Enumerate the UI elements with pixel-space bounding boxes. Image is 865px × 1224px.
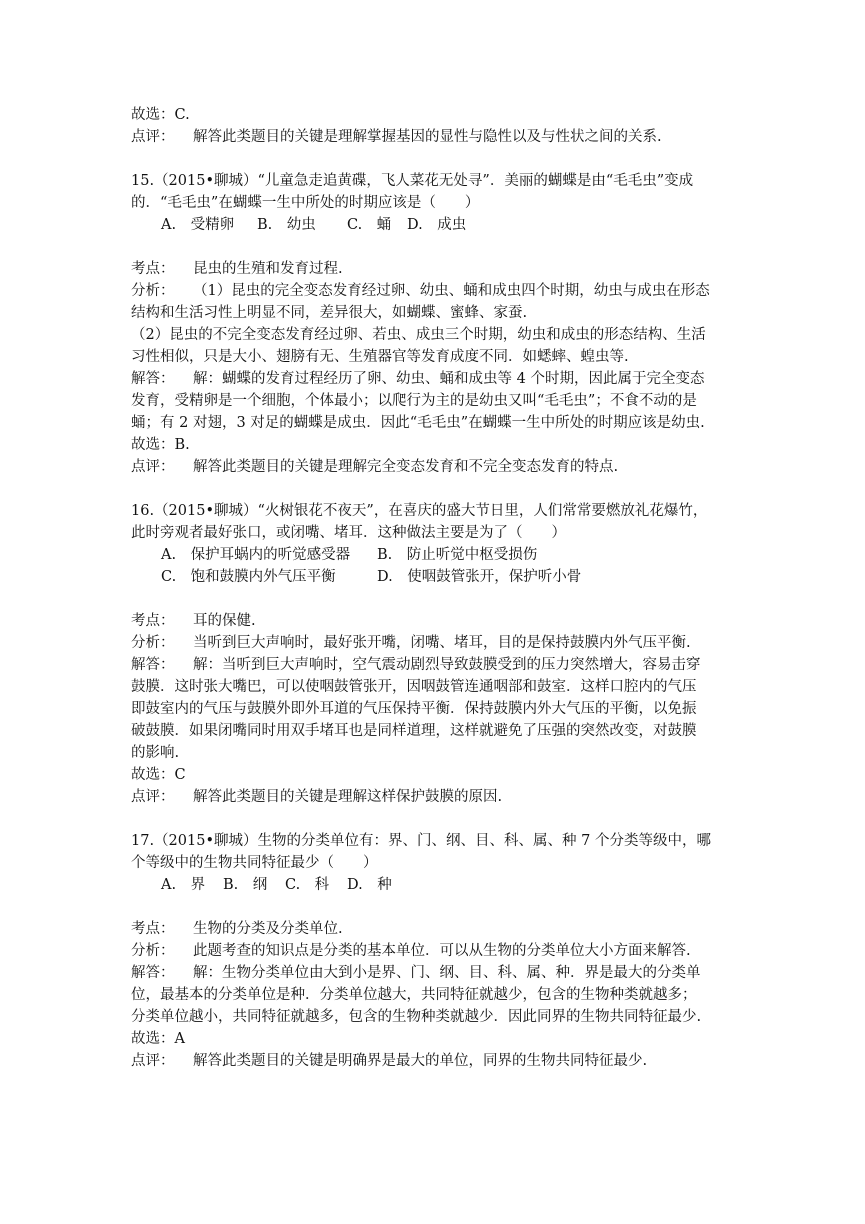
option-d: D. 种 [347,877,392,893]
jieda-cont: 蛹；有 2 对翅，3 对足的蝴蝶是成虫．因此“毛毛虫”在蝴蝶一生中所处的时期应该是幼虫. [131,415,705,431]
answer-line: 故选：C [131,767,186,783]
kaodian-line: 考点： 耳的保健. [131,613,256,629]
jieda-cont: 分类单位越小，共同特征就越多，包含的生物种类就越少．因此同界的生物共同特征最少. [131,1009,702,1025]
option-b: B. 纲 [223,877,268,893]
fenxi-cont: 结构和生活习性上明显不同，差异很大，如蝴蝶、蜜蜂、家蚕. [131,305,528,321]
jieda-cont: 即鼓室内的气压与鼓膜外即外耳道的气压保持平衡．保持鼓膜内外大气压的平衡，以免振 [131,701,697,717]
option-c: C. 科 [285,877,330,893]
jieda-cont: 破鼓膜．如果闭嘴同时用双手堵耳也是同样道理，这样就避免了压强的突然改变，对鼓膜 [131,723,697,739]
jieda-cont: 的影响. [131,745,180,761]
option-d: D. 成虫 [407,217,467,233]
answer-line: 故选：B. [131,437,190,453]
question-15-options [131,214,741,236]
option-a: A. 界 [161,877,206,893]
document-page [131,104,741,1072]
jieda-cont: 鼓膜．这时张大嘴巴，可以使咽鼓管张开，因咽鼓管连通咽部和鼓室．这样口腔内的气压 [131,679,697,695]
question-17-options [131,874,741,896]
question-15-stem-cont: 的．“毛毛虫”在蝴蝶一生中所处的时期应该是（ ） [131,195,480,211]
question-16-options-row1 [131,544,741,566]
question-17-stem: 17.（2015•聊城）生物的分类单位有：界、门、纲、目、科、属、种 7 个分类等级中，哪 [131,833,711,849]
kaodian-line: 考点： 昆虫的生殖和发育过程. [131,261,343,277]
option-c: C. 蛹 [347,217,392,233]
jieda-line: 解答： 解：生物分类单位由大到小是界、门、纲、目、科、属、种．界是最大的分类单 [131,965,701,981]
option-b: B. 幼虫 [257,217,316,233]
jieda-line: 解答： 解：蝴蝶的发育过程经历了卵、幼虫、蛹和成虫等 4 个时期，因此属于完全变态 [131,371,705,387]
comment-line: 点评： 解答此类题目的关键是理解完全变态发育和不完全变态发育的特点. [131,459,619,475]
comment-line: 点评： 解答此类题目的关键是理解这样保护鼓膜的原因. [131,789,503,805]
option-d: D. 使咽鼓管张开，保护听小骨 [377,569,582,585]
fenxi-line: 分析： 此题考查的知识点是分类的基本单位．可以从生物的分类单位大小方面来解答. [131,943,691,959]
jieda-cont: 位，最基本的分类单位是种．分类单位越大，共同特征就越少，包含的生物种类就越多； [131,987,697,1003]
option-a: A. 受精卵 [161,217,235,233]
fenxi-cont: 习性相似，只是大小、翅膀有无、生殖器官等发育成度不同．如蟋蟀、蝗虫等. [131,349,629,365]
question-17-stem-cont: 个等级中的生物共同特征最少（ ） [131,855,378,871]
jieda-line: 解答： 解：当听到巨大声响时，空气震动剧烈导致鼓膜受到的压力突然增大，容易击穿 [131,657,701,673]
question-16-stem: 16.（2015•聊城）“火树银花不夜天”，在喜庆的盛大节日里，人们常常要燃放礼花爆竹， [131,503,708,519]
fenxi-line: 分析： 当听到巨大声响时，最好张开嘴，闭嘴、堵耳，目的是保持鼓膜内外气压平衡. [131,635,691,651]
option-b: B. 防止听觉中枢受损伤 [377,547,538,563]
comment-line: 点评： 解答此类题目的关键是明确界是最大的单位，同界的生物共同特征最少. [131,1053,648,1069]
question-16-stem-cont: 此时旁观者最好张口，或闭嘴、堵耳．这种做法主要是为了（ ） [131,525,566,541]
fenxi-cont: （2）昆虫的不完全变态发育经过卵、若虫、成虫三个时期，幼虫和成虫的形态结构、生活 [131,327,706,343]
fenxi-line: 分析： （1）昆虫的完全变态发育经过卵、幼虫、蛹和成虫四个时期，幼虫与成虫在形态 [131,283,710,299]
option-c: C. 饱和鼓膜内外气压平衡 [161,569,336,585]
option-a: A. 保护耳蜗内的听觉感受器 [161,547,351,563]
answer-line: 故选：A [131,1031,185,1047]
answer-line: 故选：C. [131,107,190,123]
question-15-stem: 15.（2015•聊城）“儿童急走追黄碟，飞人菜花无处寻”．美丽的蝴蝶是由“毛毛虫”变成 [131,173,694,189]
jieda-cont: 发育，受精卵是一个细胞，个体最小；以爬行为主的是幼虫又叫“毛毛虫”；不食不动的是 [131,393,697,409]
kaodian-line: 考点： 生物的分类及分类单位. [131,921,343,937]
question-16-options-row2 [131,566,741,588]
comment-line: 点评： 解答此类题目的关键是理解掌握基因的显性与隐性以及与性状之间的关系. [131,129,662,145]
